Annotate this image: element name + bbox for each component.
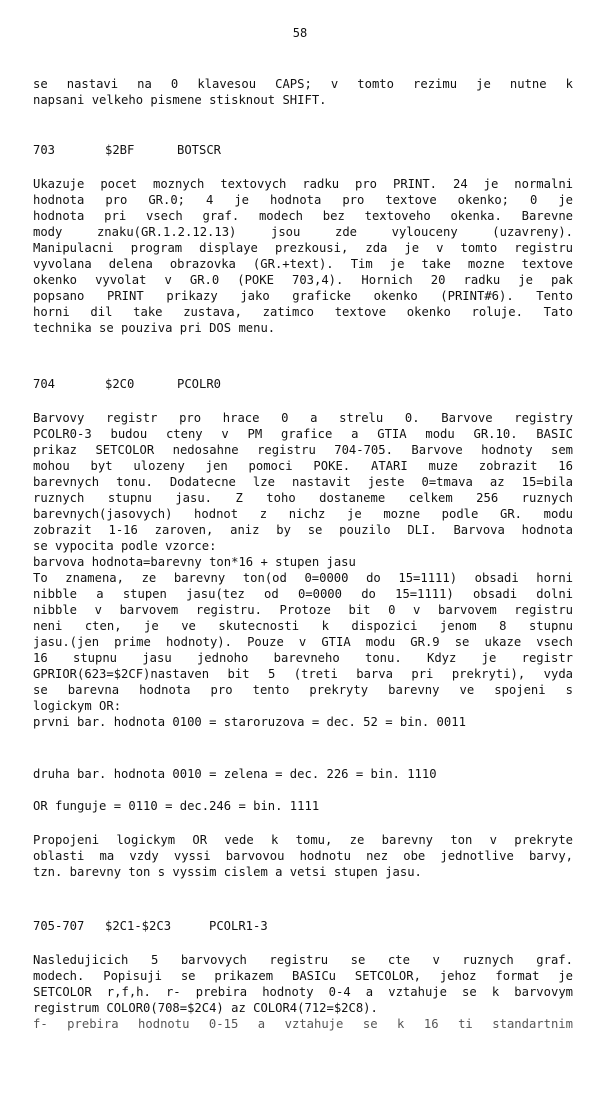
text-line: okenko vyvolat v GR.0 (POKE 703,4). Hornich 20 radku je pak (33, 273, 573, 287)
text-line: mody znaku(GR.1.2.12.13) jsou zde vylouceny (uzavreny). (33, 225, 573, 239)
text-line: hodnota pri vsech graf. modech bez textoveho okenka. Barevne (33, 209, 573, 223)
section-address: 704 (33, 377, 56, 391)
text-line: barvova hodnota=barevny ton*16 + stupen jasu (33, 555, 356, 569)
intro-paragraph (33, 76, 573, 108)
text-line: druha bar. hodnota 0010 = zelena = dec. 226 = bin. 1110 (33, 767, 437, 781)
text-line: prvni bar. hodnota 0100 = staroruzova = dec. 52 = bin. 0011 (33, 715, 466, 729)
text-line: vyvolana delena obrazovka (GR.+text). Tim je take mozne textove (33, 257, 573, 271)
text-line: Propojeni logickym OR vede k tomu, ze barevny ton v prekryte (33, 833, 573, 847)
text-line: Manipulacni program displaye prezkousi, zda je v tomto registru (33, 241, 573, 255)
text-line: registrum COLOR0(708=$2C4) az COLOR4(712=$2C8). (33, 1001, 378, 1015)
section-heading (33, 376, 573, 392)
section-704-para-4 (33, 832, 573, 880)
text-line: logickym OR: (33, 699, 122, 713)
text-line: barevnych tonu. Dodatecne lze nastavit jeste 0=tmava az 15=bila (33, 475, 573, 489)
text-line: prikaz SETCOLOR nedosahne registru 704-705. Barvove hodnoty sem (33, 443, 573, 457)
text-line: f- prebira hodnotu 0-15 a vztahuje se k 16 ti standartnim (33, 1017, 573, 1031)
text-line: mohou byt ulozeny jen pomoci POKE. ATARI muze zobrazit 16 (33, 459, 573, 473)
section-name: PCOLR1-3 (209, 919, 268, 933)
text-line: Barvovy registr pro hrace 0 a strelu 0. Barvove registry (33, 411, 573, 425)
section-704 (33, 376, 573, 392)
text-line: technika se pouziva pri DOS menu. (33, 321, 276, 335)
text-line: Nasledujicich 5 barvovych registru se cte v ruznych graf. (33, 953, 573, 967)
text-line: barevnych(jasovych) hodnot z nichz je mozne podle GR. modu (33, 507, 573, 521)
text-line: nibble v barvovem registru. Protoze bit 0 v barvovem registru (33, 603, 573, 617)
text-line: PCOLR0-3 budou cteny v PM grafice a GTIA modu GR.10. BASIC (33, 427, 573, 441)
section-address: 705-707 (33, 919, 85, 933)
text-line: GPRIOR(623=$2CF)nastaven bit 5 (treti barva pri prekryti), vyda (33, 667, 573, 681)
section-705-707-body (33, 952, 573, 1032)
section-704-para-2 (33, 766, 573, 782)
text-line: nibble a stupen jasu(tez od 0=0000 do 15=1111) obsadi dolni (33, 587, 573, 601)
section-703 (33, 142, 573, 158)
section-name: PCOLR0 (177, 377, 222, 391)
section-name: BOTSCR (177, 143, 222, 157)
text-line: OR funguje = 0110 = dec.246 = bin. 1111 (33, 799, 320, 813)
section-703-body (33, 176, 573, 336)
text-line: modech. Popisuji se prikazem BASICu SETCOLOR, jehoz format je (33, 969, 573, 983)
text-line: Ukazuje pocet moznych textovych radku pro PRINT. 24 je normalni (33, 177, 573, 191)
section-704-body (33, 410, 573, 730)
text-line: oblasti ma vzdy vyssi barvovou hodnotu nez obe jednotlive barvy, (33, 849, 573, 863)
text-line: To znamena, ze barevny ton(od 0=0000 do 15=1111) obsadi horni (33, 571, 573, 585)
text-line: se nastavi na 0 klavesou CAPS; v tomto rezimu je nutne k (33, 77, 573, 91)
text-line: napsani velkeho pismene stisknout SHIFT. (33, 93, 327, 107)
text-line: jasu.(jen prime hodnoty). Pouze v GTIA modu GR.9 se ukaze vsech (33, 635, 573, 649)
section-heading (33, 918, 573, 934)
text-line: zobrazit 1-16 zaroven, aniz by se pouzilo DLI. Barvova hodnota (33, 523, 573, 537)
section-hex: $2C1-$2C3 (105, 919, 172, 933)
text-line: popsano PRINT prikazy jako graficke okenko (PRINT#6). Tento (33, 289, 573, 303)
text-line: se vypocita podle vzorce: (33, 539, 217, 553)
text-line: tzn. barevny ton s vyssim cislem a vetsi stupen jasu. (33, 865, 422, 879)
section-hex: $2BF (105, 143, 135, 157)
text-line: hodnota pro GR.0; 4 je hodnota pro textove okenko; 0 je (33, 193, 573, 207)
text-line: horni dil take zustava, zatimco textove okenko roluje. Tato (33, 305, 573, 319)
section-hex: $2C0 (105, 377, 135, 391)
section-704-para-3 (33, 798, 573, 814)
text-line: neni cten, je ve skutecnosti k dispozici jenom 8 stupnu (33, 619, 573, 633)
page-number: 58 (292, 26, 308, 40)
text-line: 16 stupnu jasu jednoho barevneho tonu. Kdyz je registr (33, 651, 573, 665)
text-line: SETCOLOR r,f,h. r- prebira hodnoty 0-4 a vztahuje se k barvovym (33, 985, 573, 999)
text-line: ruznych stupnu jasu. Z toho dostaneme celkem 256 ruznych (33, 491, 573, 505)
section-address: 703 (33, 143, 56, 157)
text-line: se barevna hodnota pro tento prekryty barevny ve spojeni s (33, 683, 573, 697)
section-705-707 (33, 918, 573, 934)
section-heading (33, 142, 573, 158)
